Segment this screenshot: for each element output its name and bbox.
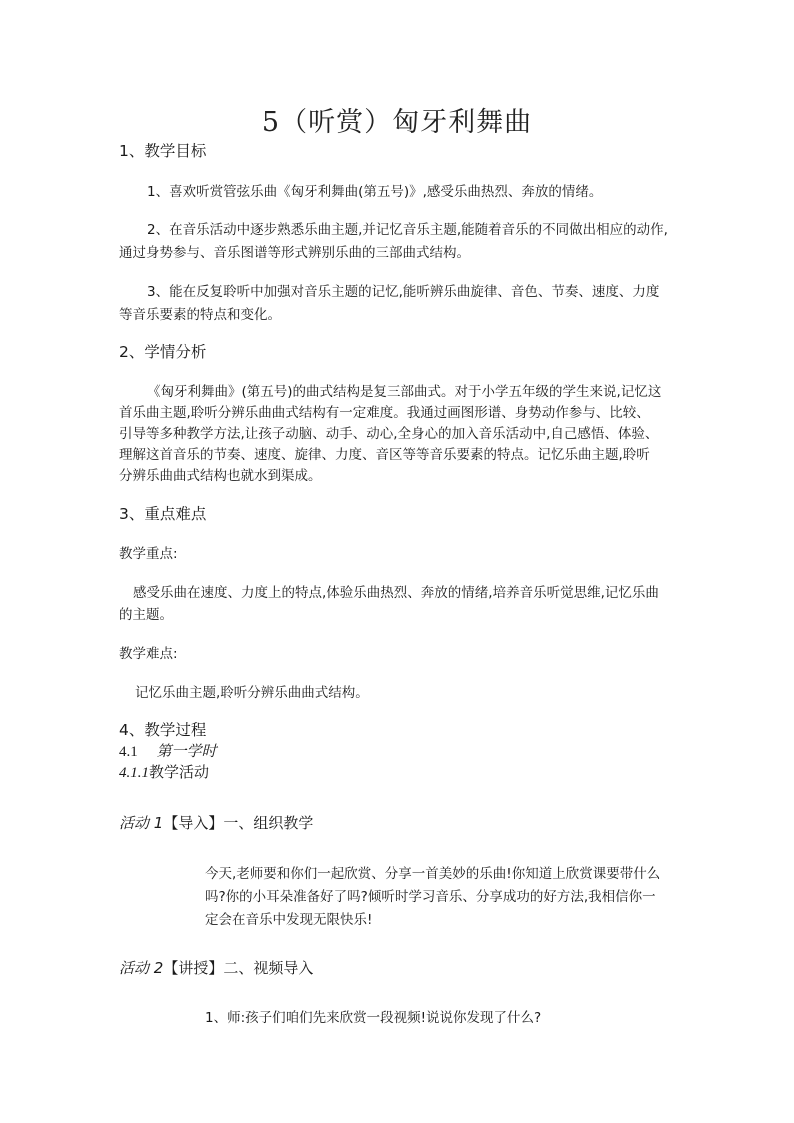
analysis-line-4: 理解这首音乐的节奏、速度、旋律、力度、音区等等音乐要素的特点。记忆乐曲主题,聆听 xyxy=(119,447,650,463)
section-heading-process: 4、教学过程 xyxy=(119,721,207,739)
lesson-number: 4.1 xyxy=(119,744,138,760)
activity-2-prefix: 活动 2 xyxy=(119,959,164,977)
analysis-line-3: 引导等多种教学方法,让孩子动脑、动手、动心,全身心的加入音乐活动中,自己感悟、体验、 xyxy=(119,426,659,442)
activity-1-line-1: 今天,老师要和你们一起欣赏、分享一首美妙的乐曲!你知道上欣赏课要带什么 xyxy=(205,866,661,882)
key-line-1: 感受乐曲在速度、力度上的特点,体验乐曲热烈、奔放的情绪,培养音乐听觉思维,记忆乐曲 xyxy=(133,585,659,601)
section-heading-key: 3、重点难点 xyxy=(119,505,207,523)
activity-2-line-1: 1、师:孩子们咱们先来欣赏一段视频!说说你发现了什么? xyxy=(205,1010,542,1026)
difficulty-label: 教学难点: xyxy=(119,646,178,662)
activity-2-title: 【讲授】二、视频导入 xyxy=(163,959,314,977)
activities-label: 教学活动 xyxy=(149,763,210,781)
goal-item-2-line-1: 2、在音乐活动中逐步熟悉乐曲主题,并记忆音乐主题,能随着音乐的不同做出相应的动作, xyxy=(147,222,668,238)
analysis-line-5: 分辨乐曲曲式结构也就水到渠成。 xyxy=(119,468,322,484)
activity-1-line-3: 定会在音乐中发现无限快乐! xyxy=(205,912,373,928)
goal-item-2-line-2: 通过身势参与、音乐图谱等形式辨别乐曲的三部曲式结构。 xyxy=(119,245,470,261)
lesson-label: 第一学时 xyxy=(156,742,217,760)
analysis-line-2: 首乐曲主题,聆听分辨乐曲曲式结构有一定难度。我通过画图形谱、身势动作参与、比较、 xyxy=(119,405,650,421)
difficulty-text: 记忆乐曲主题,聆听分辨乐曲曲式结构。 xyxy=(135,685,369,701)
section-heading-goals: 1、教学目标 xyxy=(119,142,207,160)
key-line-2: 的主题。 xyxy=(119,607,173,623)
activity-1-prefix: 活动 1 xyxy=(119,814,164,832)
analysis-line-1: 《匈牙利舞曲》(第五号)的曲式结构是复三部曲式。对于小学五年级的学生来说,记忆这 xyxy=(147,384,662,400)
activity-1-heading xyxy=(119,812,313,833)
key-label: 教学重点: xyxy=(119,546,178,562)
section-heading-analysis: 2、学情分析 xyxy=(119,343,207,361)
goal-item-1: 1、喜欢听赏管弦乐曲《匈牙利舞曲(第五号)》,感受乐曲热烈、奔放的情绪。 xyxy=(147,184,603,200)
activity-1-line-2: 吗?你的小耳朵准备好了吗?倾听时学习音乐、分享成功的好方法,我相信你一 xyxy=(205,889,656,905)
activity-2-heading xyxy=(119,957,313,978)
goal-item-3-line-1: 3、能在反复聆听中加强对音乐主题的记忆,能听辨乐曲旋律、音色、节奏、速度、力度 xyxy=(147,284,660,300)
activities-heading xyxy=(119,761,209,782)
lesson-heading xyxy=(119,740,217,761)
activity-1-title: 【导入】一、组织教学 xyxy=(163,814,314,832)
document-title: 5（听赏）匈牙利舞曲 xyxy=(261,107,533,138)
goal-item-3-line-2: 等音乐要素的特点和变化。 xyxy=(119,307,281,323)
activities-number: 4.1.1 xyxy=(119,765,149,781)
